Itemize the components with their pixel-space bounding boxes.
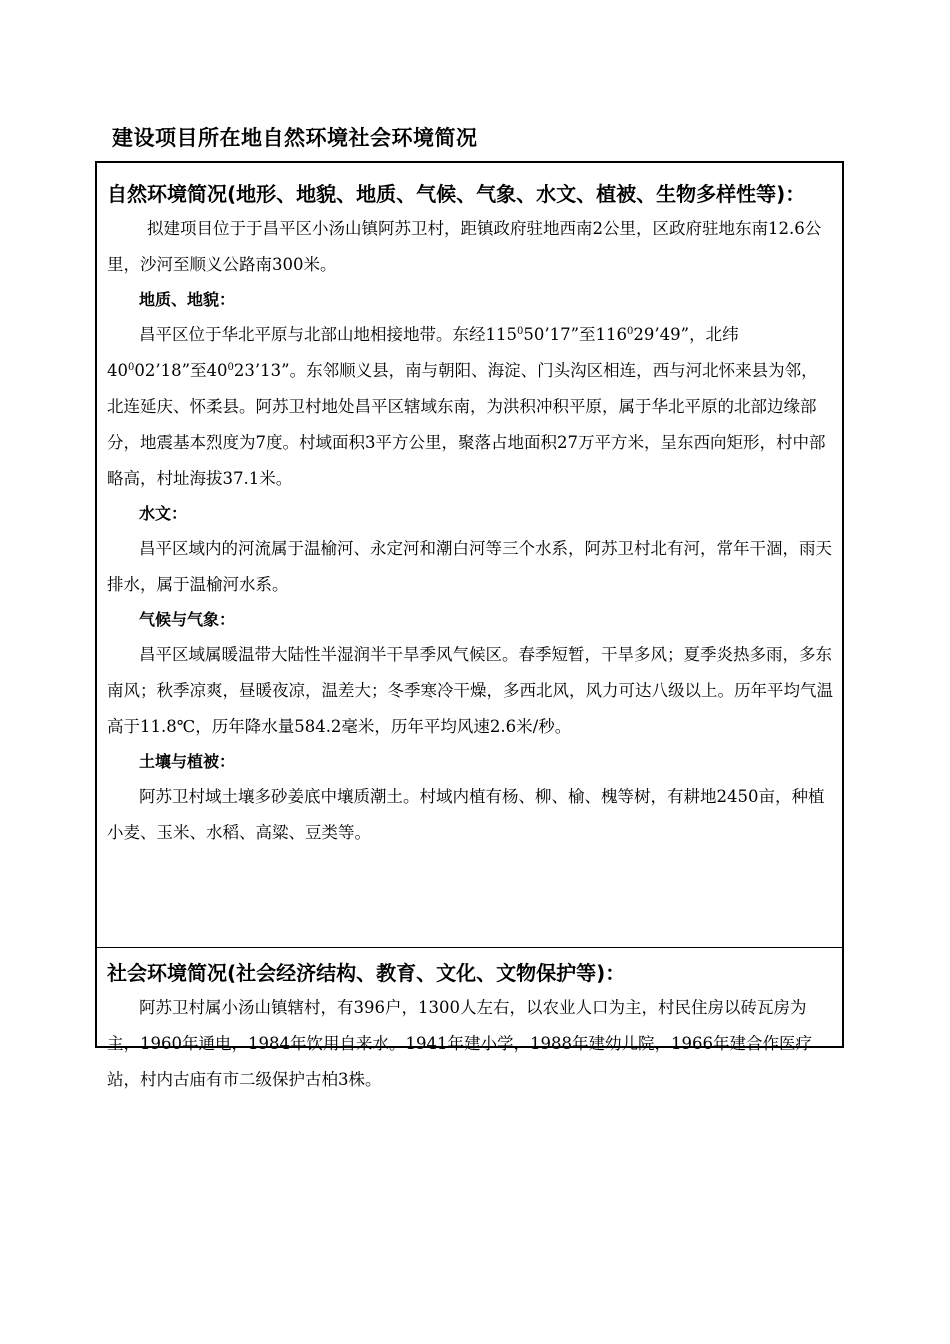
climate-paragraph: 昌平区域属暖温带大陆性半湿润半干旱季风气候区。春季短暂，干旱多风；夏季炎热多雨，多东南风；秋季凉爽，昼暖夜凉，温差大；冬季寒冷干燥，多西北风，风力可达八级以上。历年平均气温高于11.8℃，历年降水量584.2毫米，历年平均风速2.6米/秒。 — [107, 645, 833, 736]
degree-mark: 0 — [517, 326, 524, 337]
geology-text-2: 50’17”至116 — [523, 325, 628, 344]
natural-environment-heading: 自然环境简况(地形、地貌、地质、气候、气象、水文、植被、生物多样性等)： — [107, 182, 806, 206]
degree-mark: 0 — [627, 326, 634, 337]
geology-text-5: 23’13”。东邻顺义县，南与朝阳、海淀、门头沟区相连，西与河北怀来县为邻，北连延庆、怀柔县。阿苏卫村地处昌平区辖域东南，为洪积冲积平原，属于华北平原的北部边缘部分，地震基本烈度为7度。村域面积3平方公里，聚落占地面积27万平方米，呈东西向矩形，村中部略高，村址海拔37.1米。 — [107, 361, 826, 488]
hydrology-paragraph: 昌平区域内的河流属于温榆河、永定河和潮白河等三个水系，阿苏卫村北有河，常年干涸，雨天排水，属于温榆河水系。 — [107, 539, 832, 594]
soil-vegetation-paragraph: 阿苏卫村域土壤多砂姜底中壤质潮土。村域内植有杨、柳、榆、槐等树，有耕地2450亩，种植小麦、玉米、水稻、高粱、豆类等。 — [107, 787, 825, 842]
geology-text-1: 昌平区位于华北平原与北部山地相接地带。东经115 — [139, 325, 517, 344]
geology-subheading: 地质、地貌： — [139, 290, 236, 309]
social-environment-heading: 社会环境简况(社会经济结构、教育、文化、文物保护等)： — [107, 961, 626, 985]
degree-mark: 0 — [128, 362, 135, 373]
soil-vegetation-subheading: 土壤与植被： — [139, 752, 236, 771]
climate-subheading: 气候与气象： — [139, 610, 236, 629]
environment-table — [95, 161, 844, 1089]
natural-environment-section — [97, 163, 842, 948]
page-title: 建设项目所在地自然环境社会环境简况 — [112, 126, 478, 150]
social-environment-section — [97, 948, 842, 1089]
hydrology-subheading: 水文： — [139, 504, 188, 523]
degree-mark: 0 — [227, 362, 234, 373]
geology-text-4: 02’18”至40 — [134, 361, 228, 380]
geology-paragraph — [107, 317, 834, 497]
project-location-paragraph: 拟建项目位于于昌平区小汤山镇阿苏卫村，距镇政府驻地西南2公里，区政府驻地东南12.6公里，沙河至顺义公路南300米。 — [107, 219, 822, 274]
social-paragraph: 阿苏卫村属小汤山镇辖村，有396户，1300人左右，以农业人口为主，村民住房以砖瓦房为主，1960年通电，1984年饮用自来水。1941年建小学，1988年建幼儿院，1966年建合作医疗站，村内古庙有市二级保护古柏3株。 — [107, 998, 812, 1089]
geology-text-3: 29’49”，北纬40 — [107, 325, 739, 380]
